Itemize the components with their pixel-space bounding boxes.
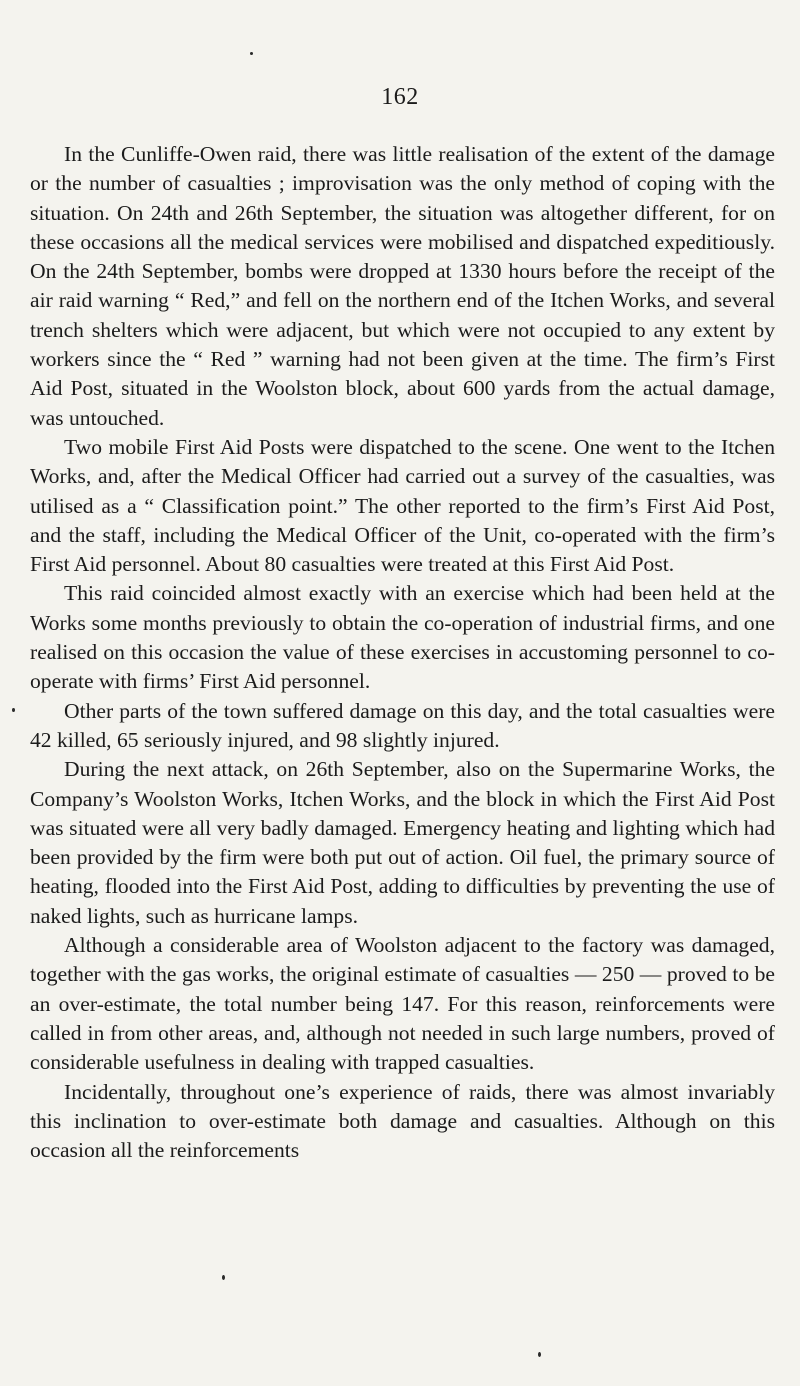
paragraph: Other parts of the town suffered damage on this day, and the total casualties were 42 killed, 65 seriously injured, and 98 slightly injured. xyxy=(30,698,775,752)
print-speck xyxy=(222,1275,225,1280)
paragraph: In the Cunliffe-Owen raid, there was little realisation of the extent of the damage or the number of casualties ; improvisation was the only method of coping with the situation. On 24th and 26th September, the situation was altogether different, for on these occasions all the medical services were mobilised and dispatched expeditiously. On the 24th September, bombs were dropped at 1330 hours before the receipt of the air raid warning “ Red,” and fell on the northern end of the Itchen Works, and several trench shelters which were adjacent, but which were not occupied to any extent by workers since the “ Red ” warning had not been given at the time. The firm’s First Aid Post, situated in the Woolston block, about 600 yards from the actual damage, was untouched. xyxy=(30,142,775,430)
paragraph: Two mobile First Aid Posts were dispatched to the scene. One went to the Itchen Works, and, after the Medical Officer had carried out a survey of the casualties, was utilised as a “ Classification point.” The other reported to the firm’s First Aid Post, and the staff, including the Medical Officer of the Unit, co-operated with the firm’s First Aid personnel. About 80 casualties were treated at this First Aid Post. xyxy=(30,434,775,577)
print-speck xyxy=(538,1352,541,1357)
print-speck xyxy=(12,708,15,712)
paragraph: During the next attack, on 26th September, also on the Supermarine Works, the Company’s Woolston Works, Itchen Works, and the block in which the First Aid Post was situated were all very badly damaged. Emergency heating and lighting which had been provided by the firm were both put out of action. Oil fuel, the primary source of heating, flooded into the First Aid Post, adding to difficulties by preventing the use of naked lights, such as hurricane lamps. xyxy=(30,757,775,928)
body-text xyxy=(30,140,775,1165)
page-number: 162 xyxy=(381,84,419,110)
print-speck xyxy=(250,52,253,55)
paragraph: This raid coincided almost exactly with an exercise which had been held at the Works some months previously to obtain the co-operation of industrial firms, and one realised on this occasion the value of these exercises in accustoming personnel to co-operate with firms’ First Aid personnel. xyxy=(30,581,775,694)
paragraph: Incidentally, throughout one’s experience of raids, there was almost invariably this inclination to over-estimate both damage and casualties. Although on this occasion all the reinforcements xyxy=(30,1079,775,1163)
paragraph: Although a considerable area of Woolston adjacent to the factory was damaged, together with the gas works, the original estimate of casualties — 250 — proved to be an over-estimate, the total number being 147. For this reason, reinforcements were called in from other areas, and, although not needed in such large numbers, proved of considerable usefulness in dealing with trapped casualties. xyxy=(30,933,775,1075)
